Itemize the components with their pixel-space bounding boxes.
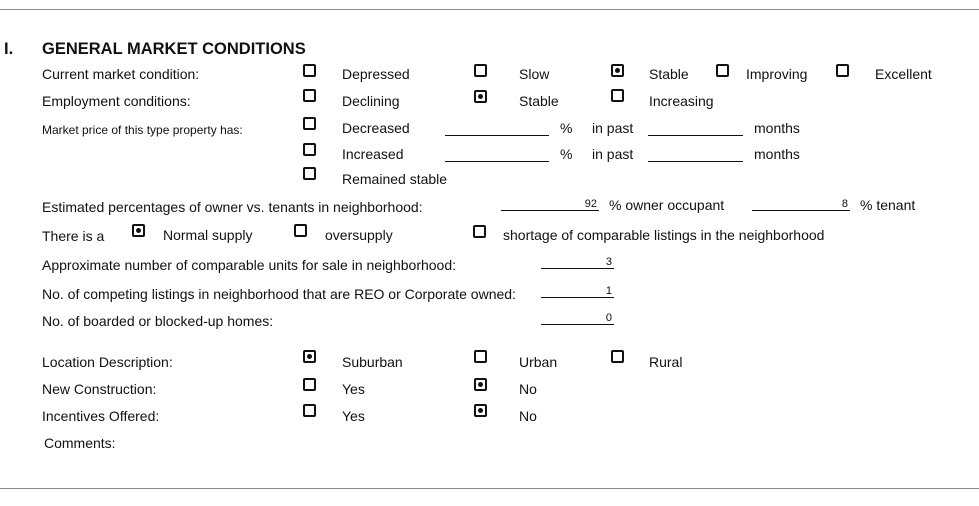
months-label: months (754, 120, 800, 136)
checkbox-increasing[interactable] (611, 89, 624, 102)
section-number: I. (4, 40, 14, 58)
comparable-units-field[interactable]: 3 (541, 255, 614, 269)
checkbox-new-construction-yes[interactable] (303, 378, 316, 391)
option-remained-stable: Remained stable (342, 171, 448, 187)
checkbox-incentives-yes[interactable] (303, 404, 316, 417)
option-urban: Urban (519, 354, 558, 370)
checkbox-urban[interactable] (474, 350, 487, 363)
checkbox-new-construction-no[interactable] (474, 378, 487, 391)
owner-occupant-label: % owner occupant (609, 197, 725, 213)
option-stable: Stable (649, 66, 689, 82)
employment-label: Employment conditions: (42, 93, 191, 109)
comparable-units-label: Approximate number of comparable units for sale in neighborhood: (42, 257, 457, 273)
checkbox-declining[interactable] (303, 89, 316, 102)
option-increasing: Increasing (649, 93, 714, 109)
checkbox-increased[interactable] (303, 143, 316, 156)
option-excellent: Excellent (875, 66, 932, 82)
option-employment-stable: Stable (519, 93, 559, 109)
checkbox-employment-stable[interactable] (474, 90, 487, 103)
market-condition-label: Current market condition: (42, 66, 200, 82)
option-new-construction-yes: Yes (342, 381, 365, 397)
in-past-label: in past (592, 146, 634, 162)
checkbox-incentives-no[interactable] (474, 404, 487, 417)
owner-percent-field[interactable]: 92 (501, 197, 599, 211)
option-shortage: shortage of comparable listings in the neighborhood (503, 227, 825, 243)
option-suburban: Suburban (342, 354, 403, 370)
incentives-label: Incentives Offered: (42, 408, 160, 424)
option-normal-supply: Normal supply (163, 227, 253, 243)
new-construction-label: New Construction: (42, 381, 157, 397)
option-rural: Rural (649, 354, 683, 370)
option-declining: Declining (342, 93, 400, 109)
checkbox-oversupply[interactable] (294, 224, 307, 237)
top-divider (0, 9, 979, 10)
decreased-percent-field[interactable] (445, 122, 549, 136)
location-label: Location Description: (42, 354, 173, 370)
section-title: GENERAL MARKET CONDITIONS (42, 40, 306, 58)
option-oversupply: oversupply (325, 227, 393, 243)
checkbox-rural[interactable] (611, 350, 624, 363)
in-past-label: in past (592, 120, 634, 136)
percent-symbol: % (560, 120, 573, 136)
percent-symbol: % (560, 146, 573, 162)
checkbox-normal-supply[interactable] (132, 224, 145, 237)
months-label: months (754, 146, 800, 162)
reo-listings-field[interactable]: 1 (541, 284, 614, 298)
boarded-homes-field[interactable]: 0 (541, 311, 614, 325)
option-improving: Improving (746, 66, 808, 82)
option-decreased: Decreased (342, 120, 410, 136)
checkbox-decreased[interactable] (303, 117, 316, 130)
checkbox-depressed[interactable] (303, 64, 316, 77)
checkbox-shortage[interactable] (473, 225, 486, 238)
tenant-label: % tenant (860, 197, 916, 213)
tenant-percent-field[interactable]: 8 (752, 197, 850, 211)
checkbox-excellent[interactable] (836, 64, 849, 77)
option-increased: Increased (342, 146, 404, 162)
bottom-divider (0, 488, 979, 489)
option-depressed: Depressed (342, 66, 410, 82)
checkbox-remained-stable[interactable] (303, 167, 316, 180)
reo-listings-label: No. of competing listings in neighborhood that are REO or Corporate owned: (42, 286, 516, 302)
checkbox-slow[interactable] (474, 64, 487, 77)
option-incentives-no: No (519, 408, 537, 424)
increased-months-field[interactable] (648, 148, 743, 162)
checkbox-stable[interactable] (611, 64, 624, 77)
increased-percent-field[interactable] (445, 148, 549, 162)
decreased-months-field[interactable] (648, 122, 743, 136)
supply-prefix: There is a (42, 228, 105, 244)
comments-label: Comments: (44, 435, 116, 451)
option-incentives-yes: Yes (342, 408, 365, 424)
checkbox-suburban[interactable] (303, 350, 316, 363)
option-slow: Slow (519, 66, 550, 82)
market-price-label: Market price of this type property has: (42, 123, 243, 137)
owner-tenant-label: Estimated percentages of owner vs. tenants in neighborhood: (42, 199, 423, 215)
option-new-construction-no: No (519, 381, 537, 397)
checkbox-improving[interactable] (716, 64, 729, 77)
boarded-homes-label: No. of boarded or blocked-up homes: (42, 313, 274, 329)
